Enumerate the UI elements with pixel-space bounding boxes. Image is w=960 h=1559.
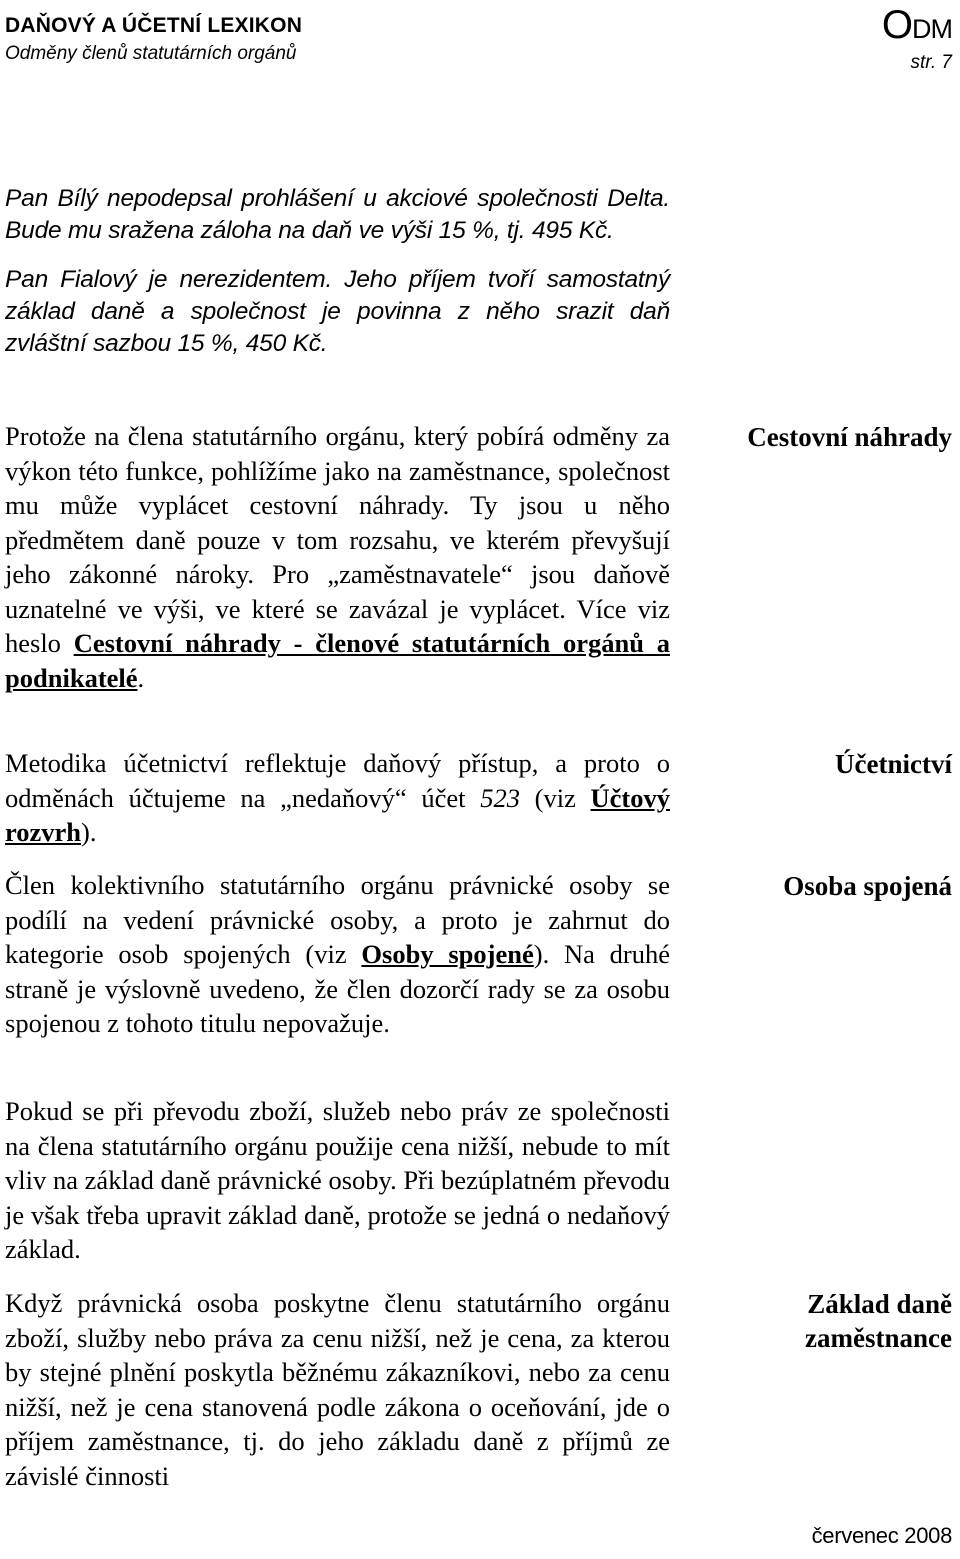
publication-title: DAŇOVÝ A ÚČETNÍ LEXIKON — [5, 14, 303, 37]
link-osoby-spojene[interactable]: Osoby spojené — [361, 939, 534, 969]
page-number: str. 7 — [910, 52, 952, 73]
chapter-code-m: M — [930, 14, 952, 44]
example-paragraph: Pan Bílý nepodepsal prohlášení u akciové společnosti Delta. Bude mu sražena záloha na daň ve výši 15 %, tj. 495 Kč. — [5, 185, 670, 244]
side-label-osoba-spojena: Osoba spojená — [783, 871, 952, 901]
paragraph-text: Protože na člena statutárního orgánu, který pobírá odměny za výkon této funkce, pohlížíme jako na zaměstnance, společnost mu může vyplácet cestovní náhrady. Ty jsou u něho předmětem daně pouze v tom rozsahu, ve kterém převyšují jeho zákonné nároky. Pro „zaměstnavatele“ jsou daňově uznatelné ve výši, ve které se zavázal je vyplácet. Více viz heslo — [5, 421, 670, 658]
section-paragraph: Když právnická osoba poskytne členu statutárního orgánu zboží, služby nebo práva za cenu nižší, než je cena, za kterou by stejné plnění poskytla běžnému zákazníkovi, nebo za cenu nižší, než je cena stanovená podle zákona o oceňování, jde o příjem zaměstnance, tj. do jeho základu daně z příjmů ze závislé činnosti — [5, 1288, 670, 1491]
paragraph-text: Člen kolektivního statutárního orgánu právnické osoby se podílí na vedení právnické osoby, a proto je zahrnut do kategorie osob spojených (viz — [5, 870, 670, 969]
paragraph-text: ). — [81, 817, 97, 847]
chapter-code — [882, 2, 952, 52]
section-cestovni-nahrady — [5, 419, 670, 695]
side-label-line: zaměstnance — [805, 1323, 952, 1353]
page-header-right — [882, 2, 952, 74]
paragraph-text: ). Na druhé straně je výslovně uvedeno, že člen dozorčí rady se za osobu spojenou z tohoto titulu nepovažuje. — [5, 939, 671, 1038]
section-osoba-spojena — [5, 868, 670, 1041]
paragraph-text: (viz — [519, 782, 591, 813]
section-prevod — [5, 1094, 670, 1267]
section-paragraph: Pokud se při převodu zboží, služeb nebo práv ze společnosti na člena statutárního orgánu použije cena nižší, nebude to mít vliv na základ daně právnické osoby. Při bezúplatném převodu je však třeba upravit základ daně, protože se jedná o nedaňový základ. — [5, 1096, 670, 1264]
chapter-code-o: O — [881, 3, 912, 47]
side-label-zaklad-dane — [682, 1287, 952, 1355]
link-cestovni-nahrady[interactable]: Cestovní náhrady - členové statutárních orgánů a podnikatelé — [5, 628, 670, 693]
examples-block — [5, 183, 670, 377]
side-label-line: Základ daně — [807, 1289, 952, 1319]
section-zaklad-dane — [5, 1286, 670, 1493]
section-paragraph — [5, 868, 670, 1041]
example-paragraph: Pan Fialový je nerezidentem. Jeho příjem tvoří samostatný základ daně a společnost je povinna z něho srazit daň zvláštní sazbou 15 %, 450 Kč. — [5, 266, 670, 357]
page-header — [5, 13, 302, 69]
side-label-cestovni-nahrady: Cestovní náhrady — [747, 422, 952, 452]
section-paragraph — [5, 419, 670, 695]
paragraph-text: . — [137, 662, 145, 693]
paragraph-text: Metodika účetnictví reflektuje daňový přístup, a proto o odměnách účtujeme na „nedaňový“ účet — [5, 748, 670, 813]
link-uctovy-rozvrh[interactable]: Účtový rozvrh — [5, 782, 671, 847]
side-label-ucetnictvi: Účetnictví — [835, 749, 952, 779]
chapter-code-d: D — [912, 14, 931, 44]
chapter-title: Odměny členů statutárních orgánů — [5, 43, 297, 64]
issue-date: červenec 2008 — [811, 1523, 952, 1548]
section-paragraph — [5, 746, 670, 850]
section-ucetnictvi — [5, 746, 670, 850]
account-number: 523 — [480, 782, 520, 813]
